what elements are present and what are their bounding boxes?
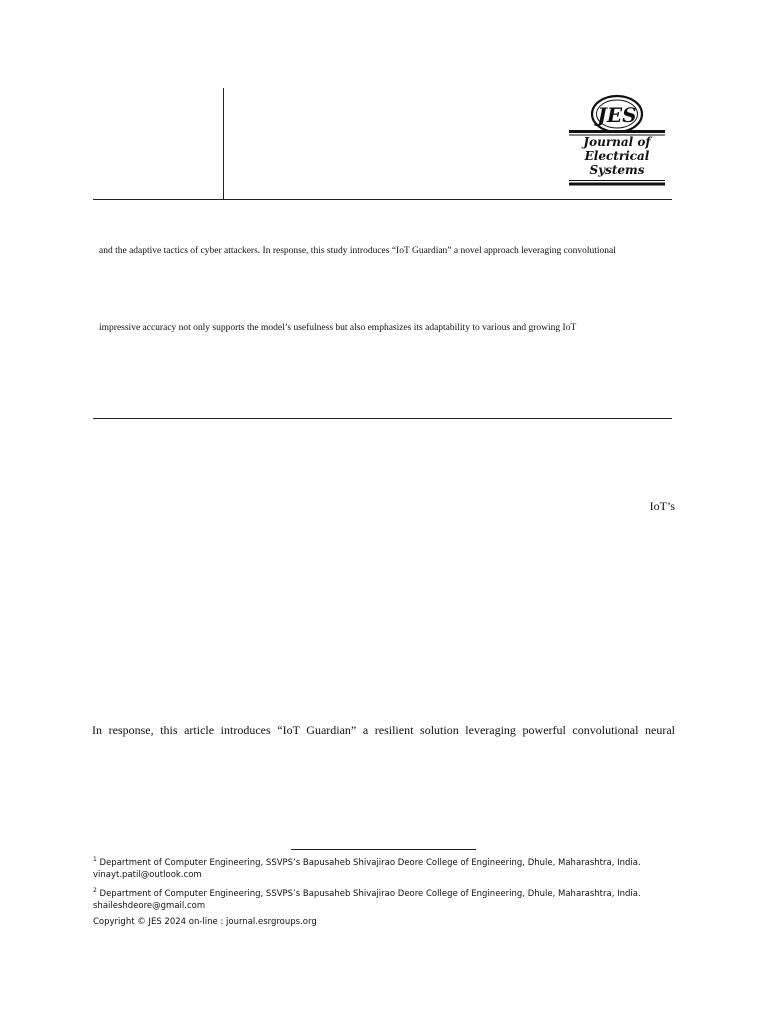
footnote-marker: 2 xyxy=(93,887,97,894)
footnote-affiliation-text: Department of Computer Engineering, SSVPS’s Bapusaheb Shivajirao Deore College of Engineering, Dhule, Maharashtra, India. xyxy=(99,888,641,899)
body-text-line: In response, this article introduces “IoT Guardian” a resilient solution leveraging powerful convolutional neural xyxy=(92,723,675,737)
logo-line-systems: Systems xyxy=(589,163,645,177)
footnote-affiliation-text: Department of Computer Engineering, SSVPS’s Bapusaheb Shivajirao Deore College of Engineering, Dhule, Maharashtra, India. xyxy=(99,857,641,868)
logo-abbrev: JES xyxy=(597,103,637,127)
abstract-line: and the adaptive tactics of cyber attackers. In response, this study introduces “IoT Guardian” a novel approach leveraging convolutional xyxy=(99,246,616,256)
footnote-2 xyxy=(93,885,641,912)
copyright-notice: Copyright © JES 2024 on-line : journal.esrgroups.org xyxy=(93,917,317,927)
footnote-separator xyxy=(291,849,476,850)
body-text-fragment: IoT’s xyxy=(649,499,675,513)
journal-logo xyxy=(566,92,668,188)
footnote-1 xyxy=(93,854,641,881)
abstract-line: impressive accuracy not only supports the model’s usefulness but also emphasizes its adaptability to various and growing IoT xyxy=(99,323,577,333)
footnote-marker: 1 xyxy=(93,856,97,863)
footnote-affiliation xyxy=(93,885,641,900)
header-vertical-divider xyxy=(223,88,224,199)
logo-line-electrical: Electrical xyxy=(584,149,650,163)
footnote-email: vinayt.patil@outlook.com xyxy=(93,869,202,880)
logo-line-journal: Journal of xyxy=(583,135,651,149)
abstract-bottom-rule xyxy=(93,418,672,419)
footnote-email: shaileshdeore@gmail.com xyxy=(93,900,206,911)
footnote-affiliation xyxy=(93,854,641,869)
header-horizontal-rule xyxy=(93,199,672,200)
